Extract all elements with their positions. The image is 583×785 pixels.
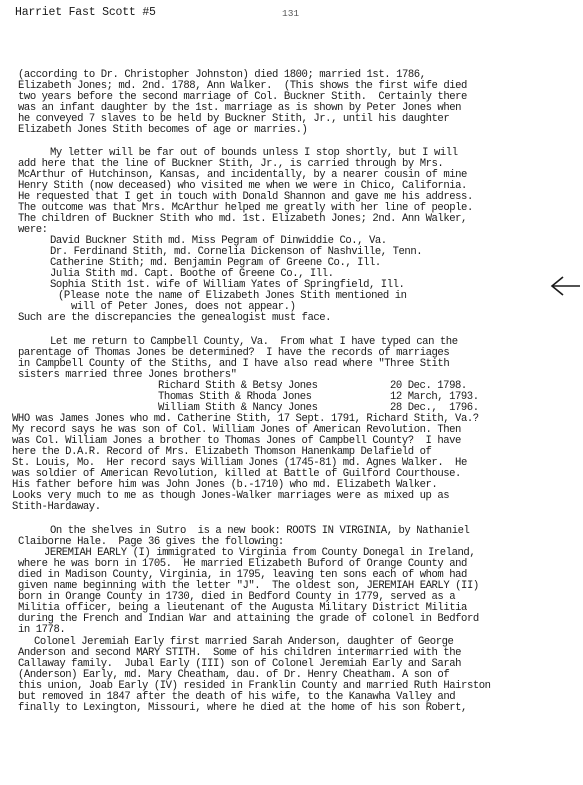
text-line: will of Peter Jones, does not appear.) [71,301,296,313]
text-line: His father before him was John Jones (b.-1710) who md. Elizabeth Walker. [12,479,438,491]
text-line: William Stith & Nancy Jones [158,402,318,414]
text-line: Elizabeth Jones Stith becomes of age or marries.) [18,124,308,136]
text-line: he conveyed 7 slaves to be held by Buckner Stith, Jr., until his daughter [18,113,450,125]
text-line: Callaway family. Jubal Early (III) son of Colonel Jeremiah Early and Sarah [18,658,462,670]
text-line: (according to Dr. Christopher Johnston) died 1800; married 1st. 1786, [18,69,426,81]
text-line: born in Orange County in 1730, died in Bedford County in 1779, served as a [18,591,456,603]
text-line: 20 Dec. 1798. [390,380,467,392]
text-line: Richard Stith & Betsy Jones [158,380,318,392]
text-line: in 1778. [18,624,66,636]
text-line: Colonel Jeremiah Early first married Sarah Anderson, daughter of George [34,636,454,648]
text-line: sisters married three Jones brothers" [18,369,237,381]
left-arrow-icon [549,275,581,297]
text-line: McArthur of Hutchinson, Kansas, and incidentally, by a nearer cousin of mine [18,169,467,181]
text-line: during the French and Indian War and attaining the grade of colonel in Bedford [18,613,479,625]
text-line: He requested that I get in touch with Donald Shannon and gave me his address. [18,191,473,203]
text-line: 12 March, 1793. [390,391,479,403]
text-line: JEREMIAH EARLY (I) immigrated to Virginia from County Donegal in Ireland, [44,547,476,559]
text-line: On the shelves in Sutro is a new book: ROOTS IN VIRGINIA, by Nathaniel [50,525,470,537]
text-line: The outcome was that Mrs. McArthur helped me greatly with her line of people. [18,202,473,214]
text-line: Stith-Hardaway. [12,501,101,513]
page-header: Harriet Fast Scott #5 [15,6,156,19]
text-line: Looks very much to me as though Jones-Walker marriages were as mixed up as [12,490,450,502]
text-line: was an infant daughter by the 1st. marriage as is shown by Peter Jones when [18,102,462,114]
text-line: My record says he was son of Col. William Jones of American Revolution. Then [12,424,461,436]
text-line: (Please note the name of Elizabeth Jones Stith mentioned in [58,290,407,302]
text-line: add here that the line of Buckner Stith, Jr., is carried through by Mrs. [18,158,444,170]
text-line: Sophia Stith 1st. wife of William Yates of Springfield, Ill. [50,279,405,291]
text-line: two years before the second marriage of Col. Buckner Stith. Certainly there [18,91,467,103]
text-line: was Col. William Jones a brother to Thomas Jones of Campbell County? I have [12,435,461,447]
text-line: parentage of Thomas Jones be determined? I have the records of marriages [18,347,450,359]
text-line: this union, Joab Early (IV) resided in Franklin County and married Ruth Hairston [18,680,491,692]
text-line: Henry Stith (now deceased) who visited me when we were in Chico, California. [18,180,467,192]
text-line: died in Madison County, Virginia, in 1795, leaving ten sons each of whom had [18,569,467,581]
text-line: finally to Lexington, Missouri, where he died at the home of his son Robert, [18,702,467,714]
text-line: (Anderson) Early, md. Mary Cheatham, dau. of Dr. Henry Cheatham. A son of [18,669,450,681]
text-line: Anderson and second MARY STITH. Some of his children intermarried with the [18,647,462,659]
text-line: The children of Buckner Stith who md. 1st. Elizabeth Jones; 2nd. Ann Walker, [18,213,467,225]
text-line: but removed in 1847 after the death of his wife, to the Kanawha Valley and [18,691,456,703]
text-line: Thomas Stith & Rhoda Jones [158,391,312,403]
text-line: were: [18,224,48,236]
text-line: Julia Stith md. Capt. Boothe of Greene Co., Ill. [50,268,334,280]
text-line: Such are the discrepancies the genealogist must face. [18,312,332,324]
text-line: 28 Dec., 1796. [390,402,479,414]
text-line: given name beginning with the letter "J". The oldest son, JEREMIAH EARLY (II) [18,580,479,592]
text-line: Dr. Ferdinand Stith, md. Cornelia Dickenson of Nashville, Tenn. [50,246,423,258]
text-line: Catherine Stith; md. Benjamin Pegram of Greene Co., Ill. [50,257,381,269]
text-line: in Campbell County of the Stiths, and I have also read where "Three Stith [18,358,450,370]
text-line: David Buckner Stith md. Miss Pegram of Dinwiddie Co., Va. [50,235,387,247]
text-line: Let me return to Campbell County, Va. From what I have typed can the [50,336,458,348]
text-line: Elizabeth Jones; md. 2nd. 1788, Ann Walker. (This shows the first wife died [18,80,467,92]
text-line: St. Louis, Mo. Her record says William Jones (1745-81) md. Agnes Walker. He [12,457,467,469]
text-line: here the D.A.R. Record of Mrs. Elizabeth Thomson Hanenkamp Delafield of [12,446,432,458]
text-line: where he was born in 1705. He married Elizabeth Buford of Orange County and [18,558,467,570]
text-line: My letter will be far out of bounds unless I stop shortly, but I will [50,147,458,159]
page-number: 131 [282,8,300,19]
text-line: Militia officer, being a lieutenant of the Augusta Military District Militia [18,602,467,614]
text-line: WHO was James Jones who md. Catherine Stith, 17 Sept. 1791, Richard Stith, Va.? [12,413,479,425]
text-line: was soldier of American Revolution, killed at Battle of Guilford Courthouse. [12,468,461,480]
text-line: Claiborne Hale. Page 36 gives the following: [18,536,284,548]
